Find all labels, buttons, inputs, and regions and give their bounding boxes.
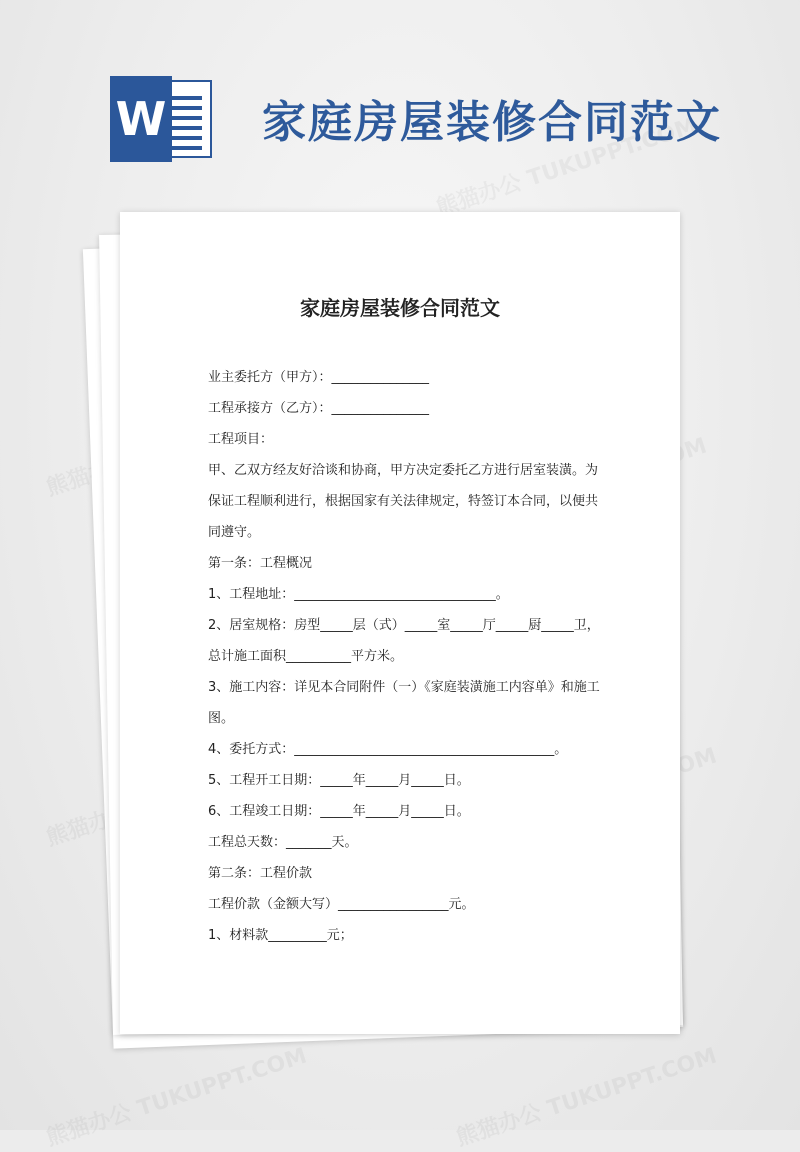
document-line: 甲、乙双方经友好洽谈和协商，甲方决定委托乙方进行居室装潢。为 <box>208 463 599 478</box>
document-line: 工程总天数：_______天。 <box>208 835 358 850</box>
word-document-icon <box>110 76 214 162</box>
document-line: 1、材料款_________元； <box>208 928 353 943</box>
document-line: 工程项目： <box>208 432 274 447</box>
document-body <box>208 368 628 957</box>
section-heading: 第一条：工程概况 <box>208 556 313 571</box>
document-title: 家庭房屋装修合同范文 <box>300 296 500 320</box>
document-line: 工程承接方（乙方）：_______________ <box>208 401 430 416</box>
document-page <box>120 212 680 1034</box>
section-heading: 第二条：工程价款 <box>208 866 313 881</box>
document-line: 总计施工面积__________平方米。 <box>208 649 404 664</box>
document-line: 图。 <box>208 711 235 726</box>
document-line: 同遵守。 <box>208 525 261 540</box>
word-logo-letter: W <box>110 76 172 162</box>
document-line: 保证工程顺利进行，根据国家有关法律规定，特签订本合同，以便共 <box>208 494 599 509</box>
document-line: 工程价款（金额大写）_________________元。 <box>208 897 475 912</box>
document-line: 1、工程地址：_______________________________。 <box>208 587 509 602</box>
document-line: 6、工程竣工日期：_____年_____月_____日。 <box>208 804 470 819</box>
page-title: 家庭房屋装修合同范文 <box>262 97 722 148</box>
document-line: 2、居室规格：房型_____层（式）_____室_____厅_____厨_____卫， <box>208 618 600 633</box>
document-line: 4、委托方式：________________________________________。 <box>208 742 568 757</box>
document-line: 业主委托方（甲方）：_______________ <box>208 370 430 385</box>
document-line: 5、工程开工日期：_____年_____月_____日。 <box>208 773 470 788</box>
document-line: 3、施工内容：详见本合同附件（一）《家庭装潢施工内容单》和施工 <box>208 680 600 695</box>
